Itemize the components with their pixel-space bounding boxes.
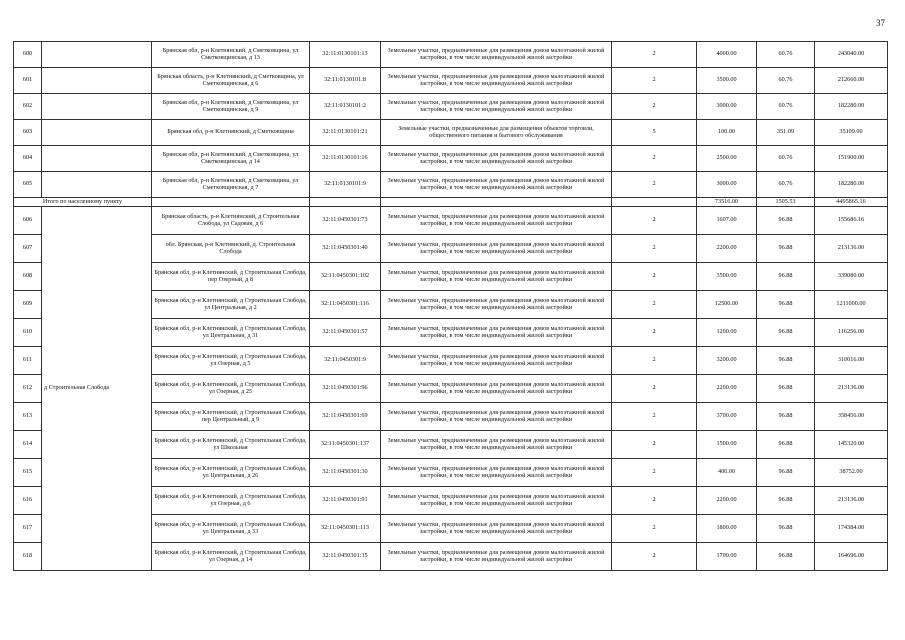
group-cell: 2 xyxy=(612,235,697,263)
rate-cell: 96.88 xyxy=(757,431,815,459)
land-use-cell: Земельные участки, предназначенные для размещения домов малоэтажной жилой застройки, в том числе индивидуальной жилой застройки xyxy=(381,319,612,347)
group-cell: 2 xyxy=(612,172,697,198)
cadastral-value-cell: 339080.00 xyxy=(815,263,888,291)
row-number: 618 xyxy=(14,543,42,571)
rate-cell: 60.76 xyxy=(757,172,815,198)
area-cell: 4000.00 xyxy=(697,42,757,68)
subtotal-area: 73516.00 xyxy=(697,198,757,207)
cadastral-number: 32:11:0450301:91 xyxy=(310,487,381,515)
address-cell: обл. Брянская, р-н Клетнянский, д. Строительная Слобода xyxy=(152,235,310,263)
rate-cell: 60.76 xyxy=(757,68,815,94)
table-row xyxy=(14,94,888,120)
cadastral-value-cell: 151900.00 xyxy=(815,146,888,172)
address-cell: Брянская обл, р-н Клетнянский, д Сметковщина, ул Сметковщинская, д 13 xyxy=(152,42,310,68)
cadastral-number: 32:11:0130101:2 xyxy=(310,94,381,120)
cadastral-value-cell: 243040.00 xyxy=(815,42,888,68)
address-cell: Брянская обл, р-н Клетнянский, д Сметковщина xyxy=(152,120,310,146)
land-use-cell: Земельные участки, предназначенные для размещения домов малоэтажной жилой застройки, в том числе индивидуальной жилой застройки xyxy=(381,146,612,172)
group-cell: 2 xyxy=(612,403,697,431)
row-number: 601 xyxy=(14,68,42,94)
area-cell: 3700.00 xyxy=(697,403,757,431)
cadastral-number: 32:11:0450301:30 xyxy=(310,459,381,487)
row-number: 608 xyxy=(14,263,42,291)
address-cell: Брянская обл, р-н Клетнянский, д Сметковщина, ул Сметковщинская, д 9 xyxy=(152,94,310,120)
cadastral-value-cell: 213136.00 xyxy=(815,375,888,403)
area-cell: 2200.00 xyxy=(697,487,757,515)
rate-cell: 60.76 xyxy=(757,146,815,172)
row-number: 614 xyxy=(14,431,42,459)
land-use-cell: Земельные участки, предназначенные для размещения домов малоэтажной жилой застройки, в том числе индивидуальной жилой застройки xyxy=(381,487,612,515)
group-cell: 2 xyxy=(612,146,697,172)
area-cell: 100.00 xyxy=(697,120,757,146)
table-row xyxy=(14,42,888,68)
area-cell: 3500.00 xyxy=(697,68,757,94)
settlement-cell xyxy=(42,172,152,198)
area-cell: 3000.00 xyxy=(697,94,757,120)
row-number: 605 xyxy=(14,172,42,198)
cadastral-value-cell: 310016.00 xyxy=(815,347,888,375)
area-cell: 2200.00 xyxy=(697,235,757,263)
cadastral-value-cell: 213136.00 xyxy=(815,487,888,515)
rate-cell: 96.88 xyxy=(757,263,815,291)
area-cell: 2200.00 xyxy=(697,375,757,403)
cadastral-number: 32:11:0450301:57 xyxy=(310,319,381,347)
cadastral-value-cell: 35109.00 xyxy=(815,120,888,146)
area-cell: 1200.00 xyxy=(697,319,757,347)
address-cell: Брянская обл, р-н Клетнянский, д Строительная Слобода, ул Озерная, д 25 xyxy=(152,375,310,403)
group-cell: 2 xyxy=(612,487,697,515)
land-use-cell: Земельные участки, предназначенные для размещения домов малоэтажной жилой застройки, в том числе индивидуальной жилой застройки xyxy=(381,347,612,375)
address-cell: Брянская обл, р-н Клетнянский, д Строительная Слобода, ул Озерная, д 14 xyxy=(152,543,310,571)
cadastral-number: 32:11:0450301:137 xyxy=(310,431,381,459)
table-row xyxy=(14,172,888,198)
rows-before-subtotal xyxy=(14,42,888,198)
rate-cell: 96.88 xyxy=(757,543,815,571)
area-cell: 3000.00 xyxy=(697,172,757,198)
rate-cell: 96.88 xyxy=(757,319,815,347)
cadastral-number: 32:11:0450301:40 xyxy=(310,235,381,263)
cadastral-number: 32:11:0450301:96 xyxy=(310,375,381,403)
address-cell: Брянская область, р-н Клетнянский, д Строительная Слобода, ул Садовая, д 6 xyxy=(152,207,310,235)
row-number: 612 xyxy=(14,375,42,403)
area-cell: 3200.00 xyxy=(697,347,757,375)
cadastral-number: 32:11:0450301:35 xyxy=(310,543,381,571)
rate-cell: 96.88 xyxy=(757,487,815,515)
row-number: 607 xyxy=(14,235,42,263)
land-use-cell: Земельные участки, предназначенные для размещения домов малоэтажной жилой застройки, в том числе индивидуальной жилой застройки xyxy=(381,403,612,431)
group-cell: 2 xyxy=(612,94,697,120)
cadastral-number: 32:11:0130101:13 xyxy=(310,42,381,68)
group-cell: 2 xyxy=(612,459,697,487)
land-use-cell: Земельные участки, предназначенные для размещения домов малоэтажной жилой застройки, в том числе индивидуальной жилой застройки xyxy=(381,207,612,235)
subtotal-label: Итого по населенному пункту xyxy=(14,198,152,207)
cadastral-value-table xyxy=(13,41,888,571)
cadastral-value-cell: 212660.00 xyxy=(815,68,888,94)
rate-cell: 96.88 xyxy=(757,235,815,263)
group-cell: 2 xyxy=(612,515,697,543)
page-number: 37 xyxy=(876,18,885,28)
group-cell: 2 xyxy=(612,319,697,347)
settlement-name: д Строительная Слобода xyxy=(42,207,152,571)
group-cell: 2 xyxy=(612,263,697,291)
land-use-cell: Земельные участки, предназначенные для размещения домов малоэтажной жилой застройки, в том числе индивидуальной жилой застройки xyxy=(381,42,612,68)
cadastral-number: 32:11:0450301:9 xyxy=(310,347,381,375)
cadastral-number: 32:11:0450301:73 xyxy=(310,207,381,235)
group-cell: 2 xyxy=(612,207,697,235)
cadastral-value-cell: 38752.00 xyxy=(815,459,888,487)
group-cell: 2 xyxy=(612,431,697,459)
group-cell: 2 xyxy=(612,68,697,94)
table-row xyxy=(14,120,888,146)
row-number: 611 xyxy=(14,347,42,375)
land-use-cell: Земельные участки, предназначенные для размещения домов малоэтажной жилой застройки, в том числе индивидуальной жилой застройки xyxy=(381,235,612,263)
rate-cell: 60.76 xyxy=(757,42,815,68)
cadastral-number: 32:11:0130101:8 xyxy=(310,68,381,94)
row-number: 606 xyxy=(14,207,42,235)
cadastral-value-cell: 213136.00 xyxy=(815,235,888,263)
land-use-cell: Земельные участки, предназначенные для размещения домов малоэтажной жилой застройки, в том числе индивидуальной жилой застройки xyxy=(381,172,612,198)
settlement-cell xyxy=(42,68,152,94)
row-number: 604 xyxy=(14,146,42,172)
land-use-cell: Земельные участки, предназначенные для размещения домов малоэтажной жилой застройки, в том числе индивидуальной жилой застройки xyxy=(381,94,612,120)
rows-after-subtotal xyxy=(14,207,888,571)
rate-cell: 96.88 xyxy=(757,459,815,487)
group-cell: 2 xyxy=(612,347,697,375)
rate-cell: 96.88 xyxy=(757,403,815,431)
address-cell: Брянская обл, р-н Клетнянский, д Строительная Слобода, ул Центральная, д 26 xyxy=(152,459,310,487)
row-number: 613 xyxy=(14,403,42,431)
area-cell: 2500.00 xyxy=(697,146,757,172)
settlement-cell xyxy=(42,120,152,146)
land-use-cell: Земельные участки, предназначенные для размещения домов малоэтажной жилой застройки, в том числе индивидуальной жилой застройки xyxy=(381,291,612,319)
cadastral-number: 32:11:0450301:116 xyxy=(310,291,381,319)
area-cell: 1607.00 xyxy=(697,207,757,235)
settlement-cell xyxy=(42,146,152,172)
land-use-cell: Земельные участки, предназначенные для размещения объектов торговли, общественного питания и бытового обслуживания xyxy=(381,120,612,146)
row-number: 603 xyxy=(14,120,42,146)
cadastral-number: 32:11:0130101:9 xyxy=(310,172,381,198)
address-cell: Брянская обл, р-н Клетнянский, д Строительная Слобода, ул Центральная, д 33 xyxy=(152,515,310,543)
address-cell: Брянская обл, р-н Клетнянский, д Строительная Слобода, ул Школьная xyxy=(152,431,310,459)
cadastral-value-cell: 182280.00 xyxy=(815,172,888,198)
address-cell: Брянская область, р-н Клетнянский, д Сметковщина, ул Сметковщинская, д 6 xyxy=(152,68,310,94)
area-cell: 12500.00 xyxy=(697,291,757,319)
rate-cell: 60.76 xyxy=(757,94,815,120)
cadastral-value-cell: 358456.00 xyxy=(815,403,888,431)
subtotal-section xyxy=(14,198,888,207)
cadastral-number: 32:11:0450301:102 xyxy=(310,263,381,291)
area-cell: 400.00 xyxy=(697,459,757,487)
settlement-cell xyxy=(42,42,152,68)
address-cell: Брянская обл, р-н Клетнянский, д Строительная Слобода, ул Центральная, д 2 xyxy=(152,291,310,319)
group-cell: 5 xyxy=(612,120,697,146)
row-number: 602 xyxy=(14,94,42,120)
rate-cell: 351.09 xyxy=(757,120,815,146)
rate-cell: 96.88 xyxy=(757,347,815,375)
cadastral-number: 32:11:0450301:69 xyxy=(310,403,381,431)
cadastral-value-cell: 116256.00 xyxy=(815,319,888,347)
cadastral-value-cell: 155686.16 xyxy=(815,207,888,235)
subtotal-value: 4495865.16 xyxy=(815,198,888,207)
address-cell: Брянская обл, р-н Клетнянский, д Строительная Слобода, пер Центральный, д 9 xyxy=(152,403,310,431)
group-cell: 2 xyxy=(612,543,697,571)
address-cell: Брянская обл, р-н Клетнянский, д Сметковщина, ул Сметковщинская, д 7 xyxy=(152,172,310,198)
address-cell: Брянская обл, р-н Клетнянский, д Сметковщина, ул Сметковщинская, д 14 xyxy=(152,146,310,172)
land-use-cell: Земельные участки, предназначенные для размещения домов малоэтажной жилой застройки, в том числе индивидуальной жилой застройки xyxy=(381,543,612,571)
table-row xyxy=(14,207,888,235)
row-number: 617 xyxy=(14,515,42,543)
cadastral-number: 32:11:0130101:21 xyxy=(310,120,381,146)
row-number: 610 xyxy=(14,319,42,347)
cadastral-value-cell: 174384.00 xyxy=(815,515,888,543)
row-number: 600 xyxy=(14,42,42,68)
subtotal-rate: 1505.53 xyxy=(757,198,815,207)
row-number: 609 xyxy=(14,291,42,319)
area-cell: 1500.00 xyxy=(697,431,757,459)
rate-cell: 96.88 xyxy=(757,515,815,543)
area-cell: 1800.00 xyxy=(697,515,757,543)
land-use-cell: Земельные участки, предназначенные для размещения домов малоэтажной жилой застройки, в том числе индивидуальной жилой застройки xyxy=(381,375,612,403)
address-cell: Брянская обл, р-н Клетнянский, д Строительная Слобода, ул Центральная, д 31 xyxy=(152,319,310,347)
row-number: 616 xyxy=(14,487,42,515)
cadastral-value-cell: 145320.00 xyxy=(815,431,888,459)
row-number: 615 xyxy=(14,459,42,487)
table-row xyxy=(14,68,888,94)
land-use-cell: Земельные участки, предназначенные для размещения домов малоэтажной жилой застройки, в том числе индивидуальной жилой застройки xyxy=(381,431,612,459)
settlement-cell xyxy=(42,94,152,120)
land-use-cell: Земельные участки, предназначенные для размещения домов малоэтажной жилой застройки, в том числе индивидуальной жилой застройки xyxy=(381,459,612,487)
cadastral-value-cell: 182280.00 xyxy=(815,94,888,120)
cadastral-number: 32:11:0130101:16 xyxy=(310,146,381,172)
subtotal-row xyxy=(14,198,888,207)
group-cell: 2 xyxy=(612,291,697,319)
cadastral-value-cell: 164696.00 xyxy=(815,543,888,571)
rate-cell: 96.88 xyxy=(757,375,815,403)
area-cell: 1700.00 xyxy=(697,543,757,571)
cadastral-number: 32:11:0450301:113 xyxy=(310,515,381,543)
group-cell: 2 xyxy=(612,42,697,68)
address-cell: Брянская обл, р-н Клетнянский, д Строительная Слобода, ул Озерная, д 5 xyxy=(152,347,310,375)
table-row xyxy=(14,146,888,172)
rate-cell: 96.88 xyxy=(757,207,815,235)
land-use-cell: Земельные участки, предназначенные для размещения домов малоэтажной жилой застройки, в том числе индивидуальной жилой застройки xyxy=(381,263,612,291)
address-cell: Брянская обл, р-н Клетнянский, д Строительная Слобода, пер Озерный, д 8 xyxy=(152,263,310,291)
rate-cell: 96.88 xyxy=(757,291,815,319)
group-cell: 2 xyxy=(612,375,697,403)
land-use-cell: Земельные участки, предназначенные для размещения домов малоэтажной жилой застройки, в том числе индивидуальной жилой застройки xyxy=(381,68,612,94)
cadastral-value-cell: 1211000.00 xyxy=(815,291,888,319)
area-cell: 3500.00 xyxy=(697,263,757,291)
address-cell: Брянская обл, р-н Клетнянский, д Строительная Слобода, ул Озерная, д 6 xyxy=(152,487,310,515)
land-use-cell: Земельные участки, предназначенные для размещения домов малоэтажной жилой застройки, в том числе индивидуальной жилой застройки xyxy=(381,515,612,543)
